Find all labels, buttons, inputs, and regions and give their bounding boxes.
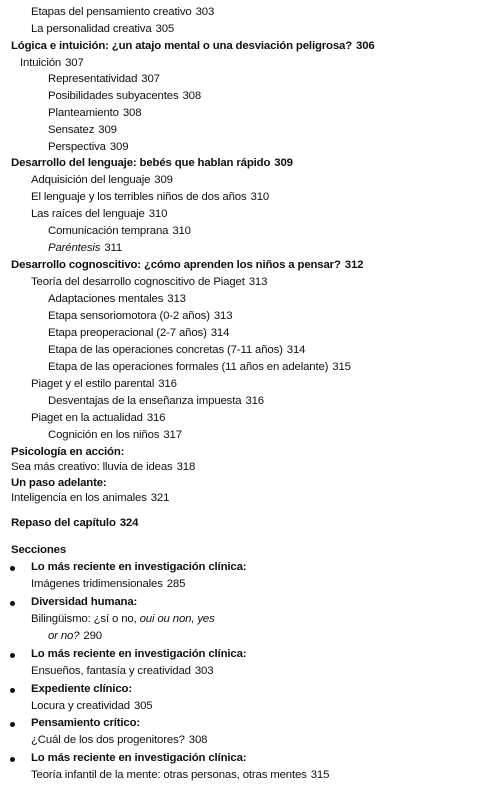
toc-entry: Etapa de las operaciones concretas (7-11 años) 314 [48, 344, 306, 356]
toc-entry: Cognición en los niños 317 [48, 429, 182, 441]
toc-entry: Ensueños, fantasía y creatividad 303 [31, 665, 214, 677]
toc-entry: Intuición 307 [20, 57, 84, 69]
toc-entry: Piaget en la actualidad 316 [31, 412, 166, 424]
toc-feature-heading: Pensamiento crítico: [31, 717, 141, 729]
bullet-icon [10, 653, 15, 658]
toc-entry: Piaget y el estilo parental 316 [31, 378, 177, 390]
toc-section-heading: Lógica e intuición: ¿un atajo mental o una desviación peligrosa? 306 [11, 40, 375, 52]
toc-section-heading: Repaso del capítulo 324 [11, 517, 139, 529]
toc-entry: Comunicación temprana 310 [48, 225, 191, 237]
toc-entry: Etapa preoperacional (2-7 años) 314 [48, 327, 230, 339]
toc-entry: El lenguaje y los terribles niños de dos años 310 [31, 191, 270, 203]
bullet-icon [10, 601, 15, 606]
toc-entry: Sensatez 309 [48, 124, 117, 136]
toc-section-heading: Desarrollo cognoscitivo: ¿cómo aprenden los niños a pensar? 312 [11, 259, 364, 271]
toc-entry: La personalidad creativa 305 [31, 23, 175, 35]
toc-entry: Paréntesis 311 [48, 242, 123, 254]
toc-entry: Representatividad 307 [48, 73, 160, 85]
toc-entry: Teoría infantil de la mente: otras personas, otras mentes 315 [31, 769, 330, 781]
toc-feature-heading: Lo más reciente en investigación clínica: [31, 648, 247, 660]
toc-feature-heading: Lo más reciente en investigación clínica: [31, 752, 247, 764]
toc-entry: Posibilidades subyacentes 308 [48, 90, 202, 102]
toc-entry: or no? 290 [48, 630, 102, 642]
toc-feature-heading: Psicología en acción: [11, 446, 125, 458]
toc-entry: Etapa sensoriomotora (0-2 años) 313 [48, 310, 233, 322]
toc-entry: Sea más creativo: lluvia de ideas 318 [11, 461, 196, 473]
toc-entry: Desventajas de la enseñanza impuesta 316 [48, 395, 264, 407]
toc-entry: Teoría del desarrollo cognoscitivo de Piaget 313 [31, 276, 268, 288]
toc-feature-heading: Diversidad humana: [31, 596, 138, 608]
bullet-icon [10, 722, 15, 727]
toc-entry: Adquisición del lenguaje 309 [31, 174, 173, 186]
toc-section-heading: Desarrollo del lenguaje: bebés que hablan rápido 309 [11, 157, 293, 169]
toc-feature-heading: Expediente clínico: [31, 683, 132, 695]
toc-entry: Etapa de las operaciones formales (11 años en adelante) 315 [48, 361, 351, 373]
toc-entry: Locura y creatividad 305 [31, 700, 153, 712]
toc-feature-heading: Un paso adelante: [11, 477, 107, 489]
toc-entry: ¿Cuál de los dos progenitores? 308 [31, 734, 208, 746]
toc-entry: Planteamiento 308 [48, 107, 142, 119]
bullet-icon [10, 566, 15, 571]
toc-entry: Inteligencia en los animales 321 [11, 492, 170, 504]
toc-feature-heading: Lo más reciente en investigación clínica: [31, 561, 247, 573]
toc-entry: Bilingüismo: ¿sí o no, oui ou non, yes [31, 613, 215, 625]
bullet-icon [10, 757, 15, 762]
toc-entry: Imágenes tridimensionales 285 [31, 578, 186, 590]
toc-entry: Adaptaciones mentales 313 [48, 293, 186, 305]
sections-heading: Secciones [11, 544, 67, 556]
toc-entry: Etapas del pensamiento creativo 303 [31, 6, 215, 18]
bullet-icon [10, 688, 15, 693]
toc-entry: Las raíces del lenguaje 310 [31, 208, 168, 220]
toc-entry: Perspectiva 309 [48, 141, 129, 153]
